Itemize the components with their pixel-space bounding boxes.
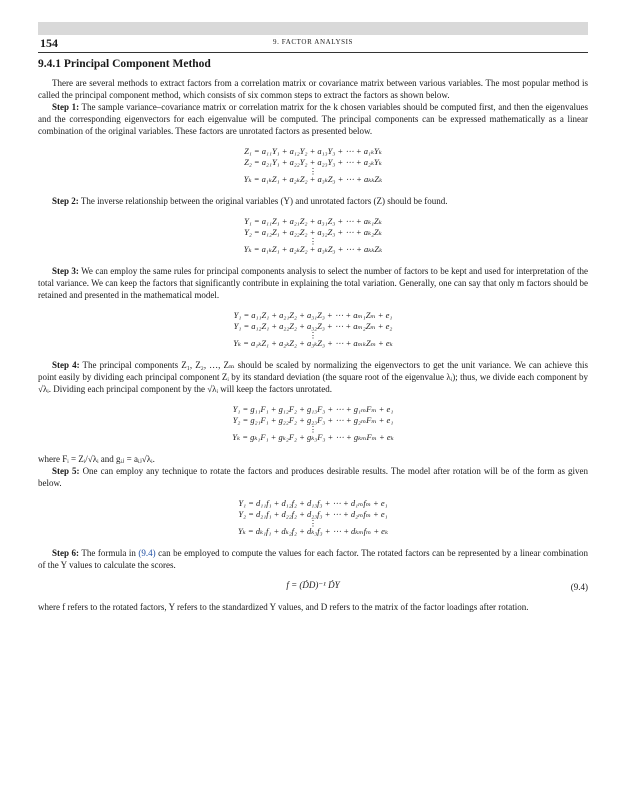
equation-line: Z₂ = a₂₁Y₁ + a₂₂Y₂ + a₂₃Y₃ + ⋯ + a₂ₖYₖ <box>244 157 382 167</box>
step-4-label: Step 4: <box>52 360 80 370</box>
equation-line: Y₂ = d₂₁f₁ + d₂₂f₂ + d₂₃f₃ + ⋯ + d₂ₘfₘ + e₁ <box>238 509 388 519</box>
equation-line: Y₁ = a₁₁Z₁ + a₂₁Z₂ + a₃₁Z₃ + ⋯ + aₘ₁Zₘ + e₁ <box>233 310 393 320</box>
step-5-paragraph <box>38 465 588 489</box>
vertical-dots: ⋮ <box>308 518 318 528</box>
header-bar <box>38 22 588 35</box>
equation-line: Y₂ = g₂₁F₁ + g₂₂F₂ + g₂₃F₃ + ⋯ + g₂ₘFₘ + e₁ <box>232 415 394 425</box>
step-5-text: One can employ any technique to rotate the factors and produces desirable results. The model after rotation will be of the form as given below. <box>38 466 589 488</box>
equation-block-3 <box>38 310 588 349</box>
step-6-paragraph <box>38 547 588 571</box>
equation-line: Yₖ = dₖ₁f₁ + dₖ₂f₂ + dₖ₃f₃ + ⋯ + dₖₘfₘ + eₖ <box>237 526 389 536</box>
section-title: 9.4.1 Principal Component Method <box>38 58 211 70</box>
header-rule <box>38 52 588 53</box>
equation-line: Yₖ = gₖ₁F₁ + gₖ₂F₂ + gₖ₃F₃ + ⋯ + gₖₘFₘ + eₖ <box>232 432 394 442</box>
equation-block-2 <box>38 216 588 255</box>
equation-line: Y₁ = d₁₁f₁ + d₁₂f₂ + d₁₃f₃ + ⋯ + d₁ₘfₘ + e₁ <box>238 498 388 508</box>
equation-line: Y₂ = a₁₂Z₁ + a₂₂Z₂ + a₃₂Z₃ + ⋯ + aₖ₂Zₖ <box>244 227 382 237</box>
equation-9-4 <box>38 579 588 591</box>
vertical-dots: ⋮ <box>308 166 318 176</box>
equation-reference-link[interactable]: (9.4) <box>138 548 156 558</box>
equation-line: Y₁ = a₁₁Z₁ + a₂₁Z₂ + a₃₁Z₃ + ⋯ + aₖ₁Zₖ <box>244 216 382 226</box>
vertical-dots: ⋮ <box>308 236 318 246</box>
equation-number: (9.4) <box>570 582 588 592</box>
equation-line: Y₁ = g₁₁F₁ + g₁₂F₂ + g₁₃F₃ + ⋯ + g₁ₘFₘ + e₁ <box>232 404 394 414</box>
step-6-label: Step 6: <box>52 548 80 558</box>
step-1-text: The sample variance–covariance matrix or correlation matrix for the k chosen variables should be computed first, and then the eigenvalues and the corresponding eigenvectors for each eigenvalue will be computed. The principal components can be expressed mathematically as a linear combination of the original variables. These factors are unrotated factors as presented below. <box>38 102 589 136</box>
equation-block-5 <box>38 498 588 537</box>
equation-line: Y₁ = a₁₂Z₁ + a₂₂Z₂ + a₃₂Z₃ + ⋯ + aₘ₂Zₘ + e₂ <box>233 321 393 331</box>
closing-paragraph: where f refers to the rotated factors, Y refers to the standardized Y values, and D refers to the matrix of the factor loadings after rotation. <box>38 602 529 612</box>
equation-line: Yₖ = a₁ₖZ₁ + a₂ₖZ₂ + a₃ₖZ₃ + ⋯ + aₘₖZₘ + eₖ <box>233 338 393 348</box>
running-title: 9. FACTOR ANALYSIS <box>272 38 354 46</box>
step-6-text-pre: The formula in <box>81 548 139 558</box>
step-1-label: Step 1: <box>52 102 80 112</box>
equation-formula: f = (D́D)⁻¹ D́Y <box>286 580 340 590</box>
intro-paragraph: There are several methods to extract factors from a correlation matrix or covariance matrix between various variables. The most popular method is called the principal component method, which consists of six common steps to extract the factors as shown below. <box>38 78 588 100</box>
step-2-text: The inverse relationship between the original variables (Y) and unrotated factors (Z) should be found. <box>80 196 448 206</box>
step-1-paragraph <box>38 101 588 137</box>
step-3-label: Step 3: <box>52 266 79 276</box>
page-header <box>38 22 588 50</box>
step-2-label: Step 2: <box>52 196 79 206</box>
equation-line: Yₖ = a₁ₖZ₁ + a₂ₖZ₂ + a₃ₖZ₃ + ⋯ + aₖₖZₖ <box>243 244 383 254</box>
body-content <box>38 58 588 613</box>
step-4-text: The principal components Z₁, Z₂, …, Zₘ should be scaled by normalizing the eigenvectors to get the unit variance. We can achieve this point easily by dividing each principal component Zᵢ by its standard deviation (the square root of the eigenvalue λᵢ); thus, we divide each component by √λᵢ. Dividing each principal component by the √λᵢ will keep the factors unrotated. <box>38 360 589 394</box>
step-4-where-clause: where Fᵢ = Zᵢ/√λᵢ and gᵢⱼ = aᵢⱼ√λᵢ. <box>38 454 155 464</box>
step-4-paragraph <box>38 359 588 395</box>
step-5-label: Step 5: <box>52 466 80 476</box>
vertical-dots: ⋮ <box>308 424 318 434</box>
step-3-text: We can employ the same rules for principal components analysis to select the number of factors to be kept and used for interpretation of the total variance. We can keep the factors that significantly contribute in explaining the total variation. Generally, one can say that only m factors should be retained and presented in the mathematical model. <box>38 266 588 300</box>
step-3-paragraph <box>38 265 588 301</box>
equation-line: Yₖ = a₁ₖZ₁ + a₂ₖZ₂ + a₃ₖZ₃ + ⋯ + aₖₖZₖ <box>243 174 383 184</box>
equation-line: Z₁ = a₁₁Y₁ + a₁₂Y₂ + a₁₃Y₃ + ⋯ + a₁ₖYₖ <box>244 146 382 156</box>
page-number: 154 <box>40 36 58 50</box>
equation-block-1 <box>38 146 588 185</box>
vertical-dots: ⋮ <box>308 330 318 340</box>
step-6-text-post: can be employed to compute the values for each factor. The rotated factors can be represented by a linear combination of the Y values to calculate the scores. <box>38 548 589 570</box>
step-2-paragraph <box>38 195 588 207</box>
equation-block-4 <box>38 404 588 443</box>
